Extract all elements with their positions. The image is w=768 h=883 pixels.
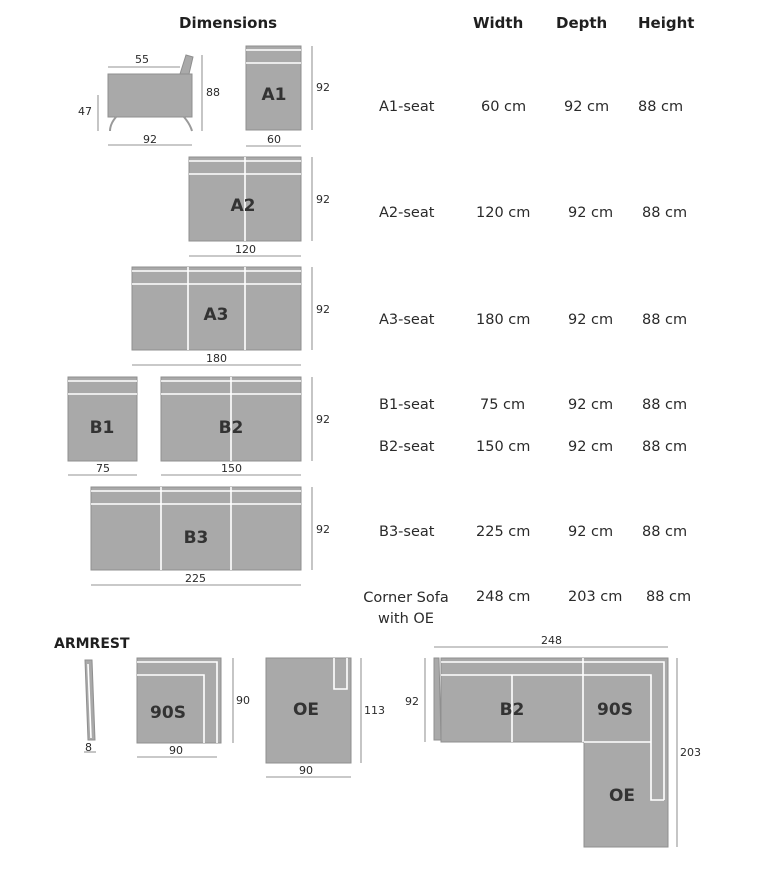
spec-name: A2-seat	[379, 205, 435, 221]
spec-height: 88 cm	[642, 397, 688, 413]
dim-b3-width: 225	[185, 572, 206, 585]
dim-a1-depth: 92	[316, 81, 330, 94]
spec-width: 150 cm	[476, 439, 531, 455]
dim-a3-depth: 92	[316, 303, 330, 316]
dim-oe-depth: 113	[364, 704, 385, 717]
dim-side-seat-height: 47	[78, 105, 92, 118]
dim-a2-depth: 92	[316, 193, 330, 206]
module-a1-label: A1	[261, 85, 287, 105]
spec-height: 88 cm	[642, 312, 688, 328]
spec-depth: 92 cm	[568, 439, 614, 455]
height-header: Height	[638, 14, 695, 32]
dim-corner-width: 248	[541, 634, 562, 647]
dim-b1-width: 75	[96, 462, 110, 475]
module-90s-drawing	[137, 658, 250, 757]
side-profile-view	[78, 53, 220, 146]
armrest-title: ARMREST	[54, 636, 130, 652]
side-front-leg	[110, 117, 116, 131]
module-90s-label: 90S	[150, 703, 186, 723]
spec-depth: 92 cm	[568, 312, 614, 328]
spec-name: A1-seat	[379, 99, 435, 115]
depth-header: Depth	[556, 14, 608, 32]
side-seat-body	[108, 74, 192, 117]
dim-side-depth: 92	[143, 133, 157, 146]
module-b1-drawing	[68, 377, 137, 475]
corner-sofa-height: 88 cm	[646, 589, 692, 605]
armrest-drawing	[84, 660, 96, 754]
dim-90s-width: 90	[169, 744, 183, 757]
spec-depth: 92 cm	[568, 397, 614, 413]
corner-b2-label: B2	[499, 700, 525, 720]
spec-name: B3-seat	[379, 524, 435, 540]
dim-corner-depth-left: 92	[405, 695, 419, 708]
corner-sofa-name	[356, 588, 456, 630]
corner-sofa-width: 248 cm	[476, 589, 531, 605]
corner-sofa-drawing	[405, 634, 701, 847]
spec-width: 120 cm	[476, 205, 531, 221]
module-b3-label: B3	[183, 528, 209, 548]
spec-width: 225 cm	[476, 524, 531, 540]
corner-oe-label: OE	[608, 786, 636, 806]
dim-b-depth: 92	[316, 413, 330, 426]
module-a2-drawing	[189, 157, 330, 256]
spec-width: 60 cm	[481, 99, 527, 115]
spec-depth: 92 cm	[568, 205, 614, 221]
dim-b3-depth: 92	[316, 523, 330, 536]
width-header: Width	[473, 14, 524, 32]
dim-corner-depth-right: 203	[680, 746, 701, 759]
module-b2-label: B2	[218, 418, 244, 438]
corner-sofa-line2: with OE	[378, 611, 434, 627]
module-a2-label: A2	[230, 196, 256, 216]
spec-width: 180 cm	[476, 312, 531, 328]
module-oe-label: OE	[292, 700, 320, 720]
module-a3-drawing	[132, 267, 330, 365]
side-back-leg	[184, 117, 192, 131]
dim-90s-depth: 90	[236, 694, 250, 707]
side-backrest	[180, 55, 193, 74]
module-b3-drawing	[91, 487, 330, 585]
spec-name: A3-seat	[379, 312, 435, 328]
corner-90s-label: 90S	[597, 700, 633, 720]
spec-depth: 92 cm	[568, 524, 614, 540]
module-oe-drawing	[266, 658, 385, 777]
module-a1-drawing	[246, 46, 330, 146]
spec-width: 75 cm	[480, 397, 526, 413]
module-a3-label: A3	[203, 305, 229, 325]
dim-side-height: 88	[206, 86, 220, 99]
dimensions-header: Dimensions	[179, 14, 278, 32]
spec-height: 88 cm	[642, 205, 688, 221]
spec-name: B1-seat	[379, 397, 435, 413]
dim-side-seat-depth: 55	[135, 53, 149, 66]
dim-a2-width: 120	[235, 243, 256, 256]
dim-a1-width: 60	[267, 133, 281, 146]
module-b2-drawing	[161, 377, 330, 475]
dim-armrest-width: 8	[85, 741, 92, 754]
dim-a3-width: 180	[206, 352, 227, 365]
spec-depth: 92 cm	[564, 99, 610, 115]
spec-height: 88 cm	[642, 439, 688, 455]
corner-sofa-depth: 203 cm	[568, 589, 623, 605]
corner-sofa-line1: Corner Sofa	[363, 590, 449, 606]
spec-height: 88 cm	[638, 99, 684, 115]
dim-oe-width: 90	[299, 764, 313, 777]
spec-name: B2-seat	[379, 439, 435, 455]
module-b1-label: B1	[89, 418, 115, 438]
spec-height: 88 cm	[642, 524, 688, 540]
dim-b2-width: 150	[221, 462, 242, 475]
